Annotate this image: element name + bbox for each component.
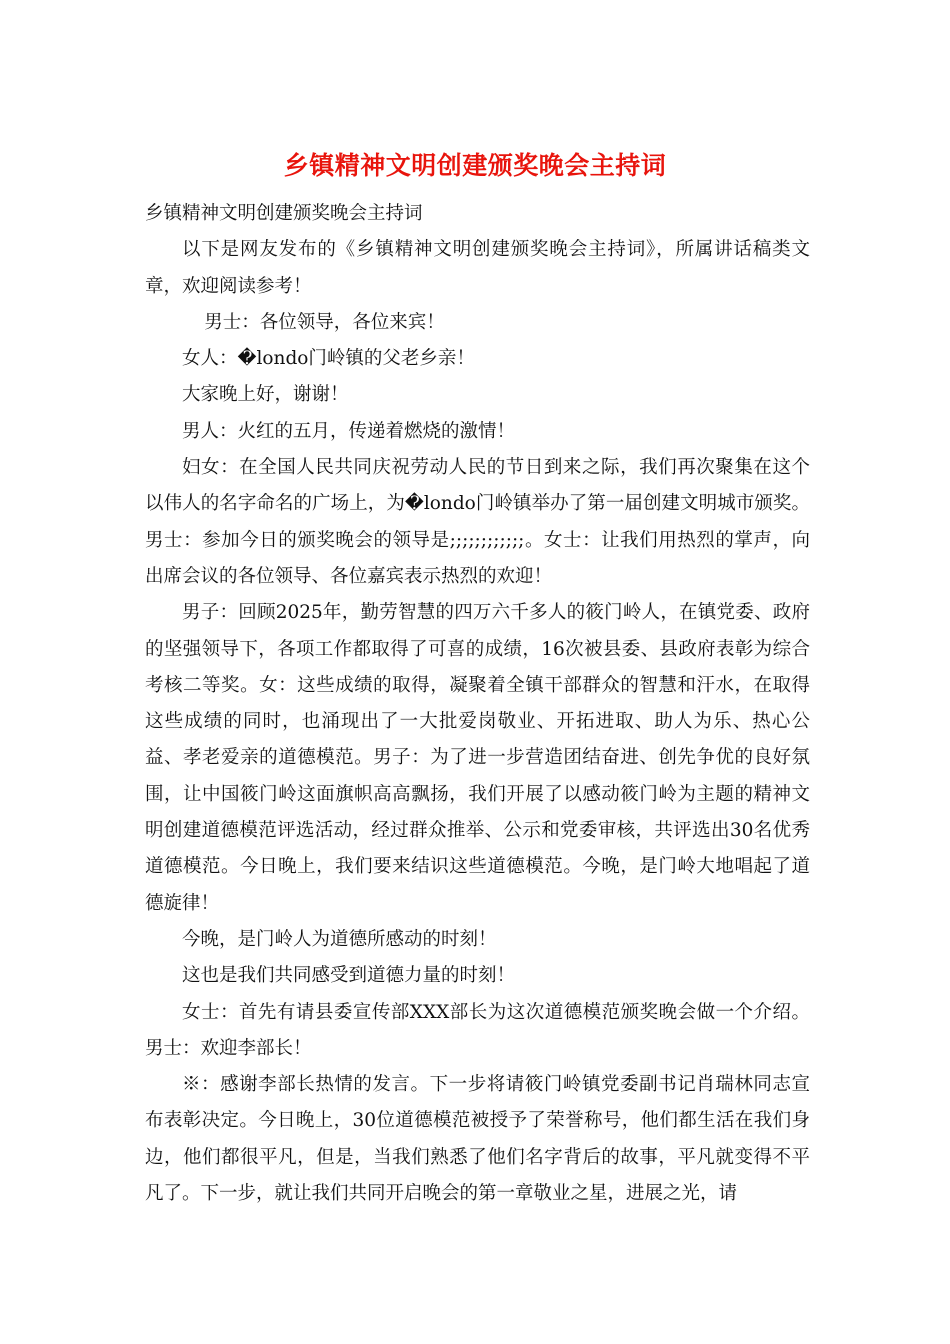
paragraph-may: 男人：火红的五月，传递着燃烧的激情！ [182, 420, 516, 442]
document-title: 乡镇精神文明创建颁奖晚会主持词 [283, 151, 667, 180]
paragraph-greeting-male: 男士：各位领导，各位来宾！ [204, 311, 445, 333]
paragraph-greeting-female: 女人：�londo门岭镇的父老乡亲！ [182, 348, 475, 370]
paragraph-moral-power: 这也是我们共同感受到道德力量的时刻！ [182, 965, 516, 987]
paragraph-review: 男子：回顾2025年，勤劳智慧的四万六千多人的筱门岭人，在镇党委、政府的坚强领导下，各项工作都取得了可喜的成绩，16次被县委、县政府表彰为综合考核二等奖。女：这些成绩的取得，凝聚着全镇干部群众的智慧和汗水，在取得这些成绩的同时，也涌现出了一大批爱岗敬业、开拓进取、助人为乐、热心公益、孝老爱亲的道德模范。男子：为了进一步营造团结奋进、创先争优的良好氛围，让中国筱门岭这面旗帜高高飘扬，我们开展了以感动筱门岭为主题的精神文明创建道德模范评选活动，经过群众推举、公示和党委审核，共评选出30名优秀道德模范。今日晚上，我们要来结识这些道德模范。今晚，是门岭大地唱起了道德旋律！ [145, 602, 810, 914]
paragraph-good-evening: 大家晚上好，谢谢！ [182, 384, 349, 406]
paragraph-celebration: 妇女：在全国人民共同庆祝劳动人民的节日到来之际，我们再次聚集在这个以伟人的名字命名的广场上，为�londo门岭镇举办了第一届创建文明城市颁奖。男士：参加今日的颁奖晚会的领导是;;;;;;;;;;;;。女士：让我们用热烈的掌声，向出席会议的各位领导、各位嘉宾表示热烈的欢迎！ [145, 457, 810, 587]
document-body [145, 196, 810, 1212]
paragraph-moved-moment: 今晚，是门岭人为道德所感动的时刻！ [182, 928, 497, 950]
paragraph-intro: 以下是网友发布的《乡镇精神文明创建颁奖晚会主持词》，所属讲话稿类文章，欢迎阅读参考！ [145, 239, 810, 297]
paragraph-introduction: 女士：首先有请县委宣传部XXX部长为这次道德模范颁奖晚会做一个介绍。男士：欢迎李部长！ [145, 1001, 810, 1059]
paragraph-thanks: ※：感谢李部长热情的发言。下一步将请筱门岭镇党委副书记肖瑞林同志宣布表彰决定。今日晚上，30位道德模范被授予了荣誉称号，他们都生活在我们身边，他们都很平凡，但是，当我们熟悉了他们名字背后的故事，平凡就变得不平凡了。下一步，就让我们共同开启晚会的第一章敬业之星，进展之光，请 [145, 1074, 810, 1205]
paragraph-subtitle: 乡镇精神文明创建颁奖晚会主持词 [145, 203, 423, 224]
